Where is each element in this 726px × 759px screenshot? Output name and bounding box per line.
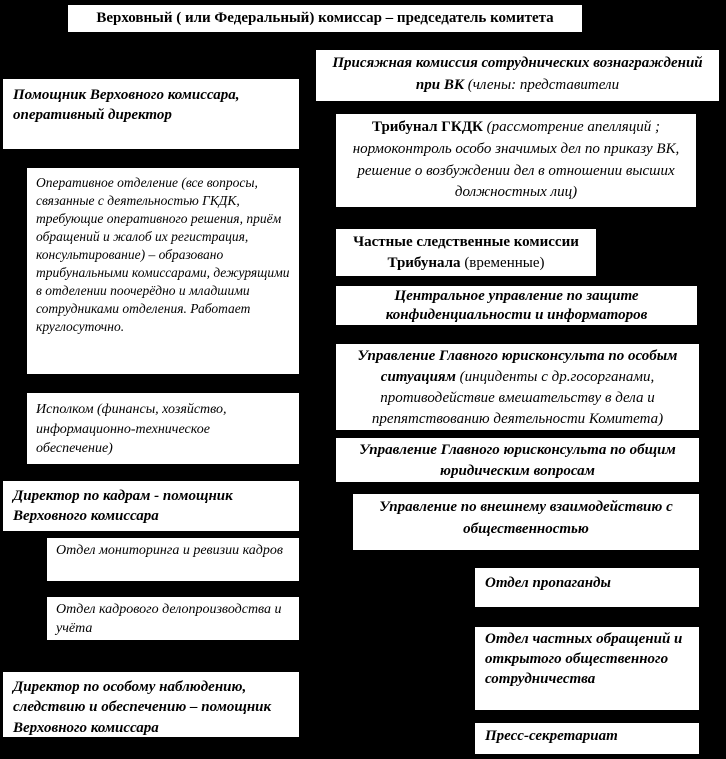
press-secretariat-label: Пресс-секретариат: [485, 728, 618, 744]
tribunal-gkdk-title: Трибунал ГКДК: [372, 119, 487, 135]
box-operational-department: [26, 167, 300, 375]
tribunal-gkdk-note: (рассмотрение апелляций ; нормоконтроль особо значимых дел по приказу ВК, решение о возбуждении дел в отношении высших должностных лиц): [352, 119, 680, 201]
private-investigative-commissions-note: (временные): [464, 255, 545, 271]
box-assistant-operational-director: [2, 78, 300, 150]
box-chief-counsel-general: [335, 437, 700, 483]
propaganda-dept-label: Отдел пропаганды: [485, 575, 611, 591]
chief-counsel-general-label: Управление Главного юрисконсульта по общим юридическим вопросам: [359, 442, 676, 479]
box-special-surveillance-director: [2, 671, 300, 738]
box-propaganda-dept: [474, 567, 700, 608]
box-press-secretariat: [474, 722, 700, 755]
box-hr-records-dept: [46, 596, 300, 641]
box-public-relations-office: [352, 493, 700, 551]
box-hr-director: [2, 480, 300, 532]
hr-records-dept-label: Отдел кадрового делопроизводства и учёта: [56, 602, 282, 636]
box-supreme-commissar: [67, 4, 583, 33]
box-private-investigative-commissions: [335, 228, 597, 277]
chief-counsel-special-situations-title: Управление Главного юрисконсульта по особым ситуациям: [357, 348, 678, 385]
box-chief-counsel-special-situations: [335, 343, 700, 431]
confidentiality-protection-office-label: Центральное управление по защите конфиденциальности и информаторов: [385, 288, 648, 324]
private-investigative-commissions-title: Частные следственные комиссии Трибунала: [353, 234, 579, 271]
supreme-commissar-label: Верховный ( или Федеральный) комиссар – председатель комитета: [96, 10, 554, 26]
chief-counsel-special-situations-note: (инциденты с др.госорганами, противодействие вмешательству в дела и препятствованию деятельности Комитета): [371, 369, 664, 427]
assistant-operational-director-label: Помощник Верховного комиссара, оперативный директор: [13, 87, 240, 123]
box-jury-commission: [315, 49, 720, 102]
box-confidentiality-protection-office: [335, 285, 698, 326]
box-monitoring-audit-dept: [46, 537, 300, 582]
public-relations-office-label: Управление по внешнему взаимодействию с общественностью: [379, 499, 673, 537]
monitoring-audit-dept-label: Отдел мониторинга и ревизии кадров: [56, 543, 283, 558]
ispolkom-label: Исполком (финансы, хозяйство, информационно-техническое обеспечение): [36, 402, 227, 457]
special-surveillance-director-label: Директор по особому наблюдению, следствию и обеспечению – помощник Верховного комиссара: [13, 679, 272, 736]
operational-department-label: Оперативное отделение (все вопросы, связанные с деятельностью ГКДК, требующие оперативного решения, приём обращений и жалоб их регистрация, консультирование) – образовано трибунальными комиссарами, дежурящими в отделении поочерёдно и младшими сотрудниками отделения. Работает круглосуточно.: [36, 175, 290, 334]
box-ispolkom: [26, 392, 300, 465]
box-tribunal-gkdk: [335, 113, 697, 208]
box-private-appeals-dept: [474, 626, 700, 711]
jury-commission-title: Присяжная комиссия сотруднических вознаграждений при ВК: [332, 55, 703, 93]
jury-commission-note: (члены: представители: [467, 76, 620, 93]
hr-director-label: Директор по кадрам - помощник Верховного комиссара: [13, 488, 233, 524]
private-appeals-dept-label: Отдел частных обращений и открытого общественного сотрудничества: [485, 631, 683, 687]
